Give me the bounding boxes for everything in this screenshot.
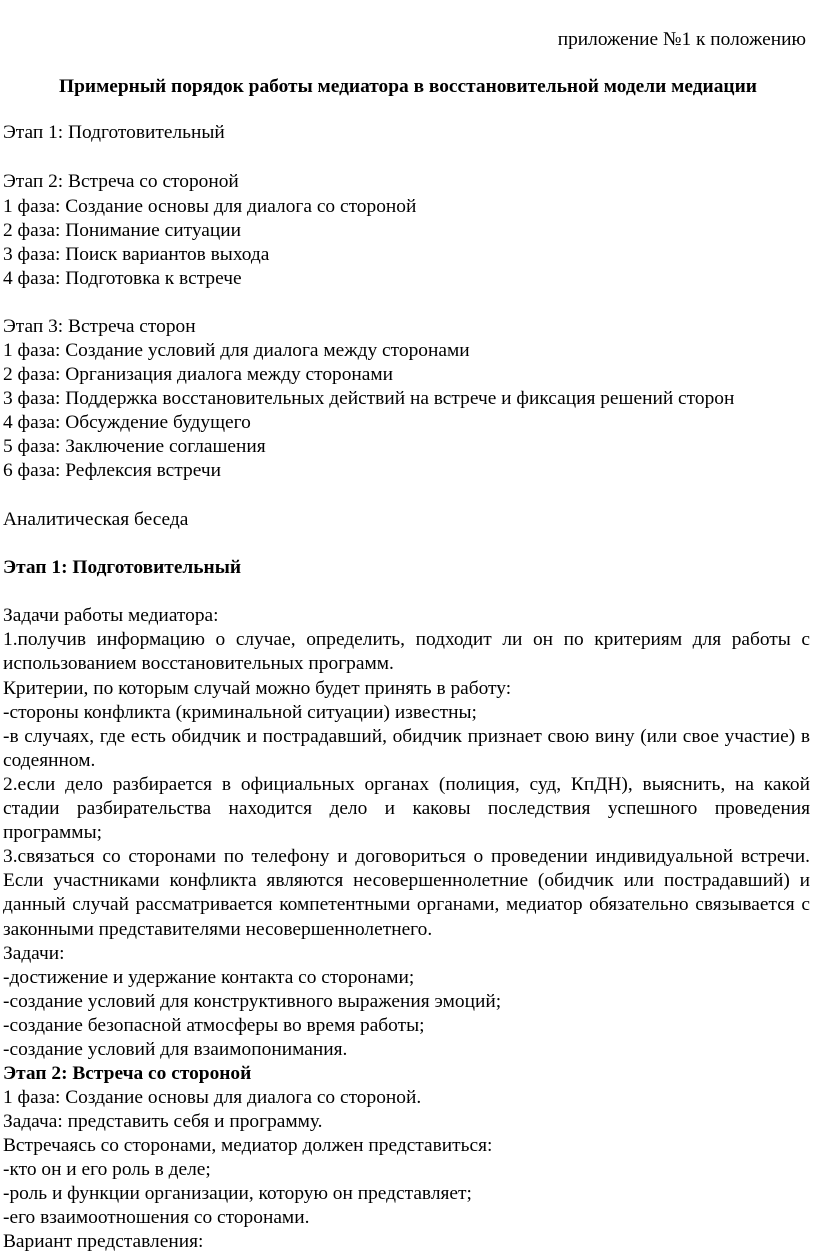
- overview-stage2-phase: 2 фаза: Понимание ситуации: [3, 220, 241, 241]
- appendix-note: приложение №1 к положению: [557, 29, 806, 50]
- section1-heading: Этап 1: Подготовительный: [3, 557, 242, 578]
- overview-stage2-heading: Этап 2: Встреча со стороной: [3, 171, 239, 192]
- section1-criteria: -в случаях, где есть обидчик и пострадавший, обидчик признает свою вину (или свое участие) в содеянном.: [3, 726, 810, 772]
- section2-point: -кто он и его роль в деле;: [3, 1159, 211, 1180]
- section2-phase1: 1 фаза: Создание основы для диалога со стороной.: [3, 1087, 422, 1108]
- section1-goal: -достижение и удержание контакта со сторонами;: [3, 967, 415, 988]
- section1-item2: 2.если дело разбирается в официальных органах (полиция, суд, КпДН), выяснить, на какой стадии разбирательства находится дело и каковы последствия успешного проведения программы;: [3, 774, 810, 844]
- overview-stage3-phase: 1 фаза: Создание условий для диалога между сторонами: [3, 340, 470, 361]
- section1-goal: -создание безопасной атмосферы во время работы;: [3, 1015, 425, 1036]
- section1-goal: -создание условий для конструктивного выражения эмоций;: [3, 991, 502, 1012]
- section2-heading: Этап 2: Встреча со стороной: [3, 1063, 252, 1084]
- section1-criteria: -стороны конфликта (криминальной ситуации) известны;: [3, 702, 477, 723]
- section2-task: Задача: представить себя и программу.: [3, 1111, 323, 1132]
- overview-stage1: Этап 1: Подготовительный: [3, 122, 225, 143]
- overview-stage3-phase: 6 фаза: Рефлексия встречи: [3, 460, 221, 481]
- overview-stage3-phase: 5 фаза: Заключение соглашения: [3, 436, 266, 457]
- section1-criteria-title: Критерии, по которым случай можно будет принять в работу:: [3, 678, 512, 699]
- section1-tasks-title: Задачи работы медиатора:: [3, 605, 219, 626]
- overview-stage3-phase: 3 фаза: Поддержка восстановительных действий на встрече и фиксация решений сторон: [3, 388, 735, 409]
- section2-intro: Встречаясь со сторонами, медиатор должен представиться:: [3, 1135, 493, 1156]
- overview-stage2-phase: 3 фаза: Поиск вариантов выхода: [3, 244, 270, 265]
- section2-variant: Вариант представления:: [3, 1231, 204, 1252]
- section2-point: -роль и функции организации, которую он представляет;: [3, 1183, 472, 1204]
- document-title: Примерный порядок работы медиатора в восстановительной модели медиации: [59, 76, 757, 97]
- overview-analytic: Аналитическая беседа: [3, 509, 189, 530]
- section1-goal: -создание условий для взаимопонимания.: [3, 1039, 348, 1060]
- section1-item1: 1.получив информацию о случае, определить, подходит ли он по критериям для работы с использованием восстановительных программ.: [3, 629, 810, 675]
- overview-stage2-phase: 4 фаза: Подготовка к встрече: [3, 268, 242, 289]
- overview-stage3-heading: Этап 3: Встреча сторон: [3, 316, 196, 337]
- overview-stage3-phase: 4 фаза: Обсуждение будущего: [3, 412, 251, 433]
- section1-goals-title: Задачи:: [3, 943, 65, 964]
- overview-stage2-phase: 1 фаза: Создание основы для диалога со стороной: [3, 196, 417, 217]
- section2-point: -его взаимоотношения со сторонами.: [3, 1207, 310, 1228]
- overview-stage3-phase: 2 фаза: Организация диалога между сторонами: [3, 364, 394, 385]
- section1-item3: 3.связаться со сторонами по телефону и договориться о проведении индивидуальной встречи. Если участниками конфликта являются несовершеннолетние (обидчик или пострадавший) и данный случай рассматривается компетентными органами, медиатор обязательно связывается с законными представителями несовершеннолетнего.: [3, 846, 810, 940]
